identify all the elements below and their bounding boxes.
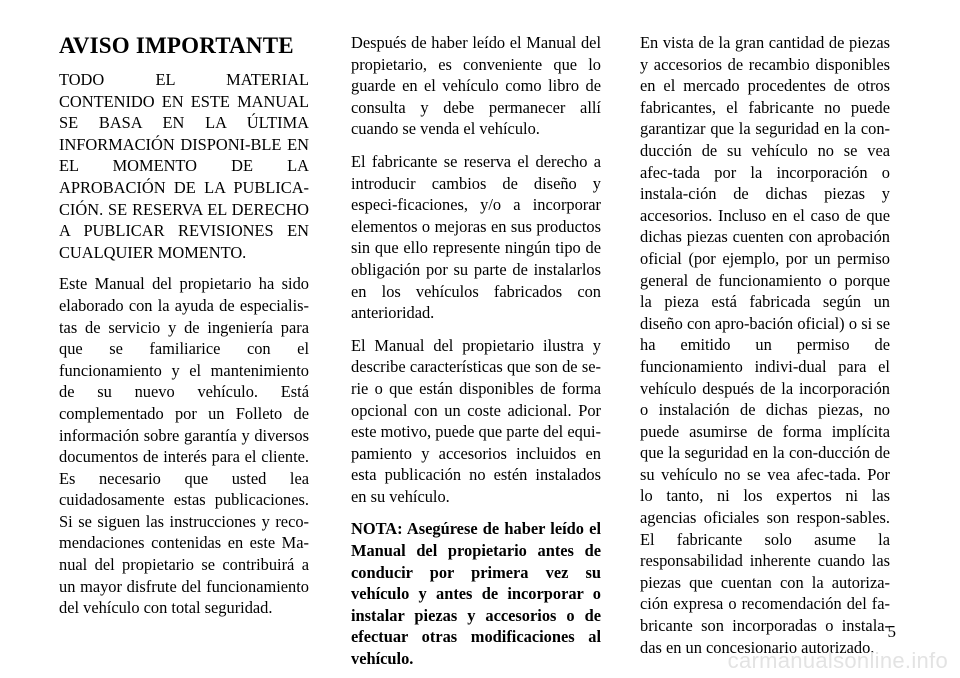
intro-paragraph: Este Manual del propietario ha sido elaborado con la ayuda de especialis-tas de servicio y de ingeniería para que se familiarice con el funcionamiento y el mantenimiento de su nuevo vehículo. Está complementado por un Folleto de información sobre garantía y diversos documentos de interés para el cliente. Es necesario que usted lea cuidadosamente estas publicaciones. Si se siguen las instrucciones y reco-mendaciones contenidas en este Ma-nual del propietario se contribuirá a un mayor disfrute del funcionamiento del vehículo con total seguridad.	[59, 274, 309, 618]
page-heading: AVISO IMPORTANTE	[59, 33, 294, 58]
page-number: 5	[887, 622, 896, 641]
uppercase-notice: TODO EL MATERIAL CONTENIDO EN ESTE MANUAL SE BASA EN LA ÚLTIMA INFORMACIÓN DISPONI-BLE EN EL MOMENTO DE LA APROBACIÓN DE LA PUBLICA-CIÓN. SE RESERVA EL DERECHO A PUBLICAR REVISIONES EN CUALQUIER MOMENTO.	[59, 70, 309, 262]
middle-column	[351, 32, 601, 678]
right-column	[640, 32, 890, 658]
keep-manual-paragraph: Después de haber leído el Manual del propietario, es conveniente que lo guarde en el vehículo como libro de consulta y debe permanecer allí cuando se venda el vehículo.	[351, 33, 601, 139]
note-paragraph: NOTA: Asegúrese de haber leído el Manual del propietario antes de conducir por primera vez su vehículo y antes de incorporar o instalar piezas y accesorios o de efectuar otras modificaciones al vehículo.	[351, 519, 601, 669]
manufacturer-rights-paragraph: El fabricante se reserva el derecho a introducir cambios de diseño y especi-ficaciones, y/o a incorporar elementos o mejoras en sus productos sin que ello represente ningún tipo de obligación por su parte de instalarlos en los vehículos fabricados con anterioridad.	[351, 151, 601, 323]
parts-safety-paragraph: En vista de la gran cantidad de piezas y accesorios de recambio disponibles en el mercado procedentes de otros fabricantes, el fabricante no puede garantizar que la seguridad en la con-ducción de su vehículo no se vea afec-tada por la incorporación o instala-ción de dichas piezas y accesorios. Incluso en el caso de que dichas piezas cuenten con aprobación oficial (por ejemplo, por un permiso general de funcionamiento o porque la pieza está fabricada según un diseño con apro-bación oficial) o si se ha emitido un permiso de funcionamiento indivi-dual para el vehículo después de la incorporación o instalación de dichas piezas, no puede asumirse de forma implícita que la seguridad en la con-ducción de su vehículo no se vea afec-tada. Por lo tanto, ni los expertos ni las agencias oficiales son respon-sables. El fabricante solo asume la responsabilidad inherente cuando las piezas que cuentan con la autoriza-ción expresa o recomendación del fa-bricante son incorporadas o instala-das en un concesionario autorizado.	[640, 33, 890, 657]
watermark: carmanualsonline.info	[727, 648, 948, 673]
left-column	[59, 32, 309, 629]
equipment-paragraph: El Manual del propietario ilustra y describe características que son de se-rie o que están disponibles de forma opcional con un coste adicional. Por este motivo, puede que parte del equi-pamiento y accesorios incluidos en esta publicación no estén instalados en su vehículo.	[351, 335, 601, 506]
